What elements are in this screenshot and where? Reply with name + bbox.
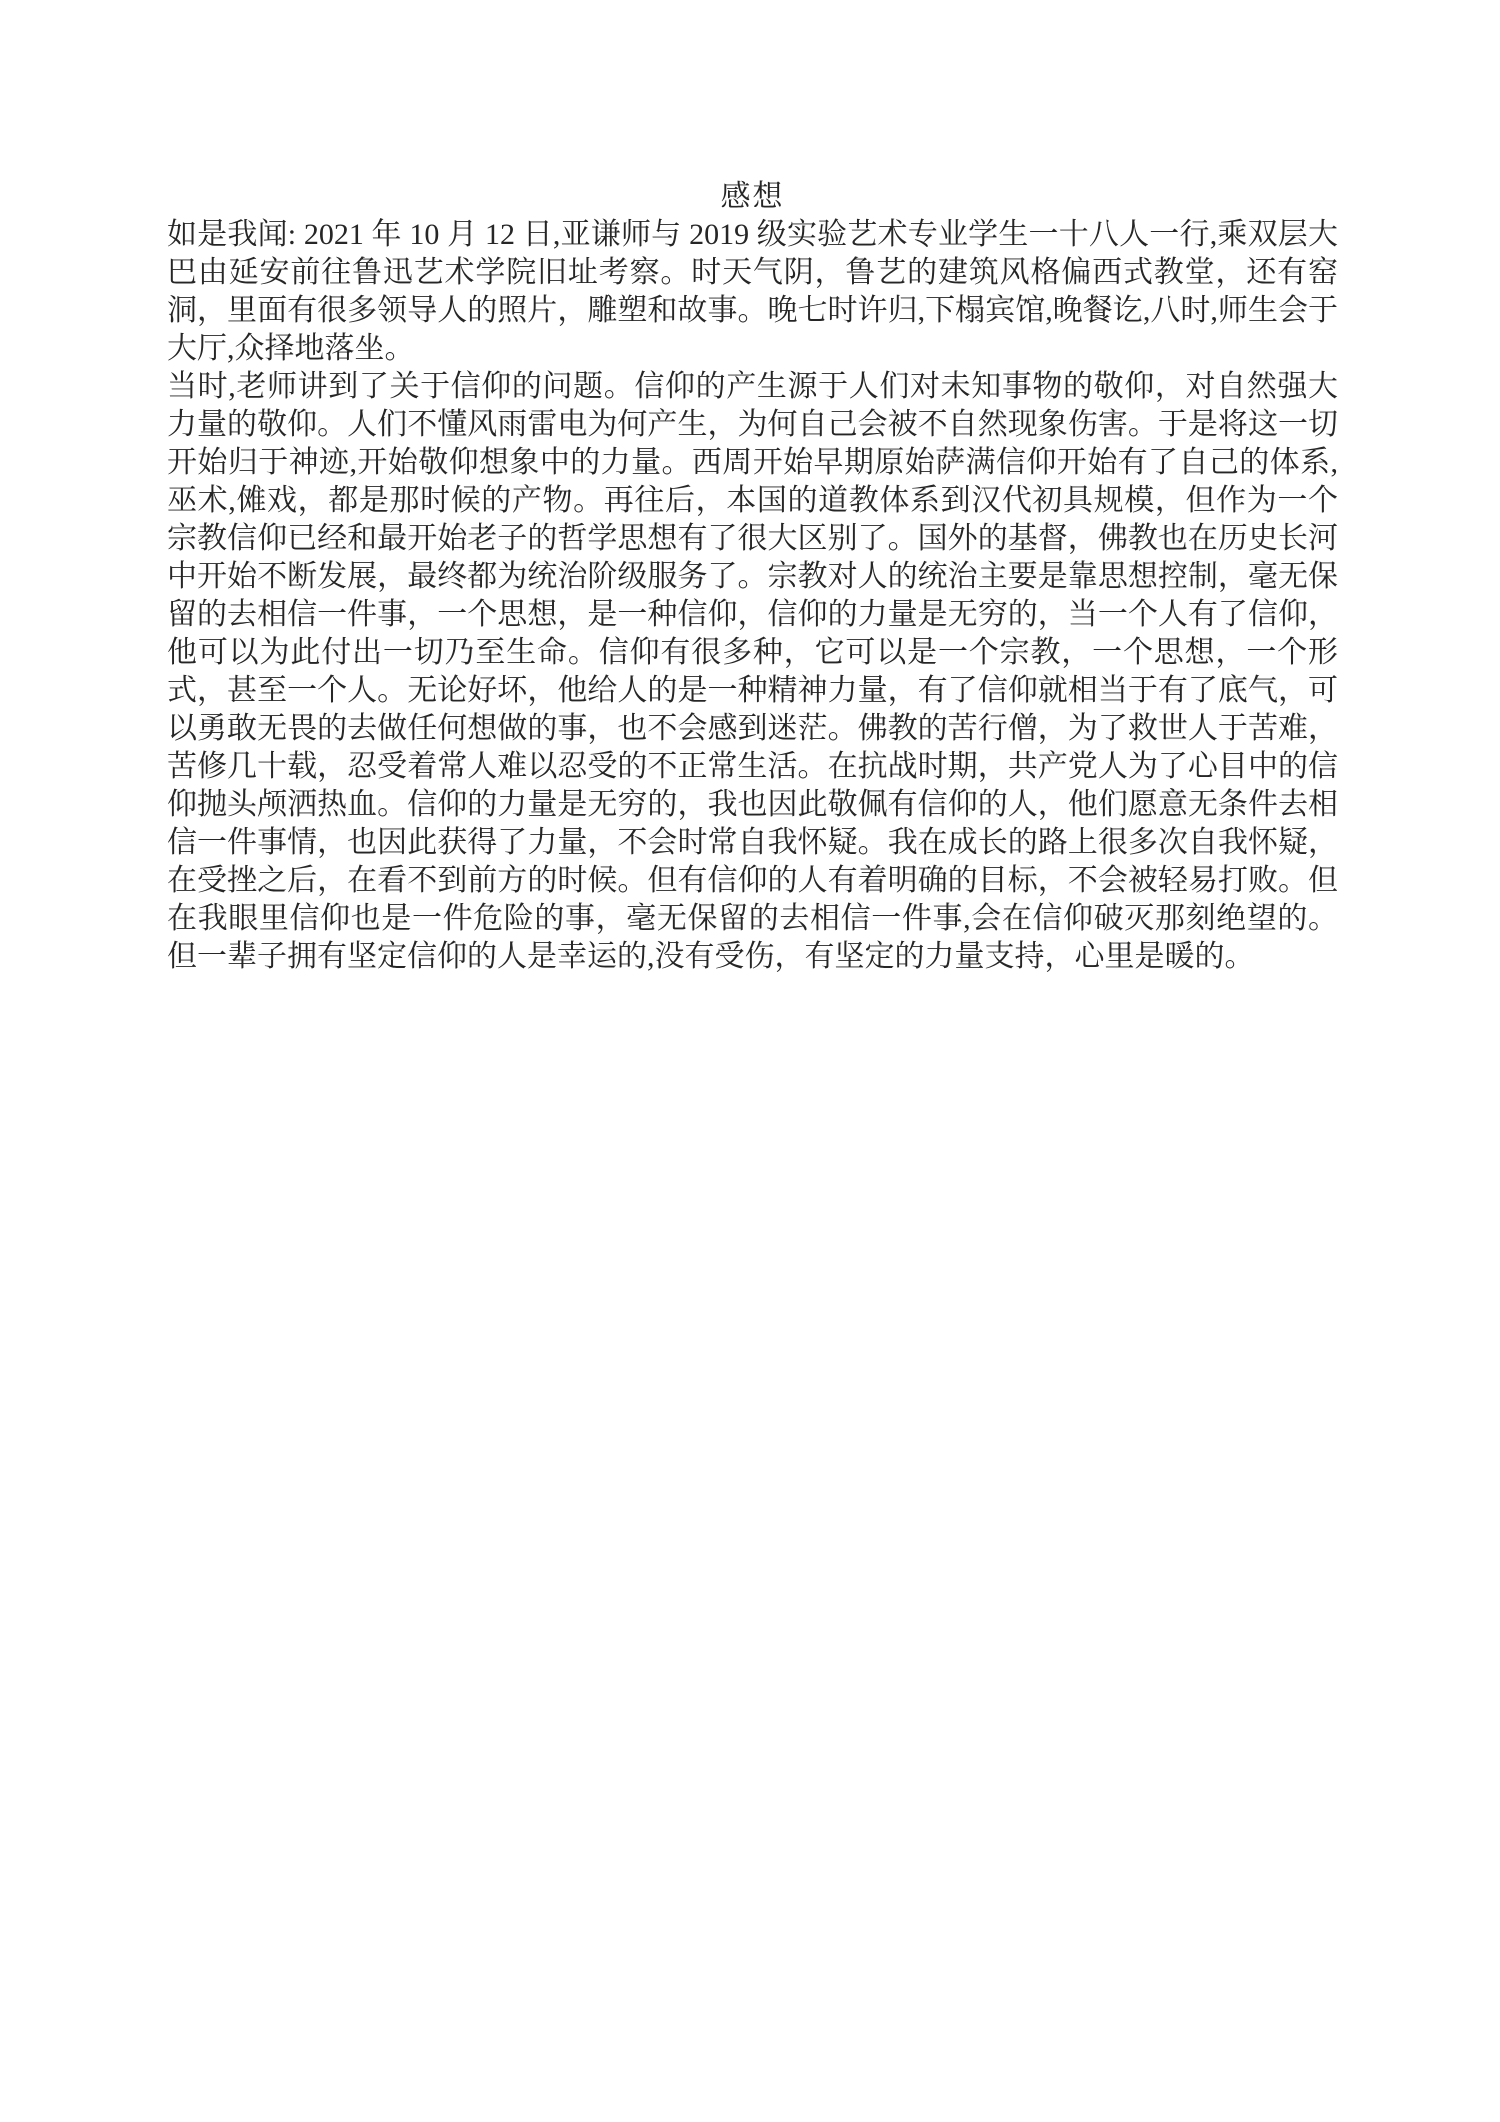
document-title: 感想 [720, 180, 785, 213]
paragraph-trip-account: 如是我闻: 2021 年 10 月 12 日,亚谦师与 2019 级实验艺术专业学生一十八人一行,乘双层大巴由延安前往鲁迅艺术学院旧址考察。时天气阴，鲁艺的建筑风格偏西式教堂，还有窑洞，里面有很多领导人的照片，雕塑和故事。晚七时许归,下榻宾馆,晚餐讫,八时,师生会于大厅,众择地落坐。 [167, 218, 1338, 365]
paragraph-faith-reflection: 当时,老师讲到了关于信仰的问题。信仰的产生源于人们对未知事物的敬仰，对自然强大力量的敬仰。人们不懂风雨雷电为何产生，为何自己会被不自然现象伤害。于是将这一切开始归于神迹,开始敬仰想象中的力量。西周开始早期原始萨满信仰开始有了自己的体系,巫术,傩戏，都是那时候的产物。再往后，本国的道教体系到汉代初具规模，但作为一个宗教信仰已经和最开始老子的哲学思想有了很大区别了。国外的基督，佛教也在历史长河中开始不断发展，最终都为统治阶级服务了。宗教对人的统治主要是靠思想控制，毫无保留的去相信一件事，一个思想，是一种信仰，信仰的力量是无穷的，当一个人有了信仰，他可以为此付出一切乃至生命。信仰有很多种，它可以是一个宗教，一个思想，一个形式，甚至一个人。无论好坏，他给人的是一种精神力量，有了信仰就相当于有了底气，可以勇敢无畏的去做任何想做的事，也不会感到迷茫。佛教的苦行僧，为了救世人于苦难，苦修几十载，忍受着常人难以忍受的不正常生活。在抗战时期，共产党人为了心目中的信仰抛头颅洒热血。信仰的力量是无穷的，我也因此敬佩有信仰的人，他们愿意无条件去相信一件事情，也因此获得了力量，不会时常自我怀疑。我在成长的路上很多次自我怀疑，在受挫之后，在看不到前方的时候。但有信仰的人有着明确的目标，不会被轻易打败。但在我眼里信仰也是一件危险的事，毫无保留的去相信一件事,会在信仰破灭那刻绝望的。但一辈子拥有坚定信仰的人是幸运的,没有受伤，有坚定的力量支持，心里是暖的。 [167, 370, 1338, 973]
